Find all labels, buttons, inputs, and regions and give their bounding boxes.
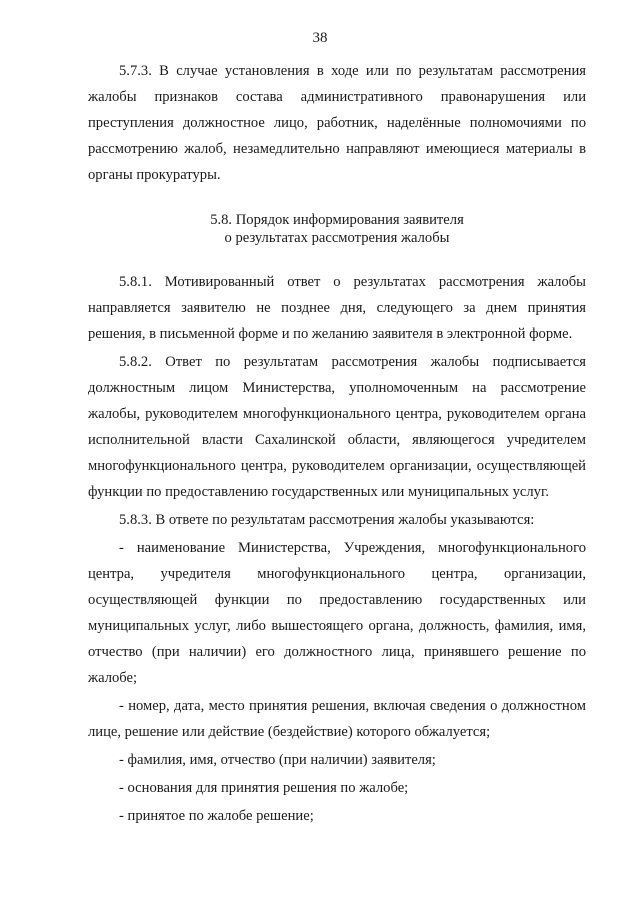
paragraph-5-7-3: 5.7.3. В случае установления в ходе или по результатам рассмотрения жалобы признаков состава административного правонарушения или преступления должностное лицо, работник, наделённые полномочиями по рассмотрению жалоб, незамедлительно направляют имеющиеся материалы в органы прокуратуры. <box>88 63 586 183</box>
document-body <box>88 58 586 829</box>
paragraph-5-8-2: 5.8.2. Ответ по результатам рассмотрения жалобы подписывается должностным лицом Министерства, уполномоченным на рассмотрение жалобы, руководителем многофункционального центра, руководителем органа исполнительной власти Сахалинской области, являющегося учредителем многофункционального центра, руководителем организации, осуществляющей функции по предоставлению государственных или муниципальных услуг. <box>88 354 586 500</box>
list-item: - принятое по жалобе решение; <box>119 808 314 824</box>
page-number: 38 <box>312 30 328 46</box>
section-heading-line-1: 5.8. Порядок информирования заявителя <box>210 212 464 228</box>
list-item: - фамилия, имя, отчество (при наличии) заявителя; <box>119 752 436 768</box>
list-item: - наименование Министерства, Учреждения, многофункционального центра, учредителя многофункционального центра, организации, осуществляющей функции по предоставлению государственных или муниципальных услуг, либо вышестоящего органа, должность, фамилия, имя, отчество (при наличии) его должностного лица, принявшего решение по жалобе; <box>88 540 586 686</box>
section-heading-5-8 <box>88 211 586 247</box>
list-item: - основания для принятия решения по жалобе; <box>119 780 409 796</box>
list-item: - номер, дата, место принятия решения, включая сведения о должностном лице, решение или действие (бездействие) которого обжалуется; <box>88 698 586 740</box>
paragraph-5-8-3: 5.8.3. В ответе по результатам рассмотрения жалобы указываются: <box>119 512 535 528</box>
section-heading-line-2: о результатах рассмотрения жалобы <box>224 230 450 246</box>
paragraph-5-8-1: 5.8.1. Мотивированный ответ о результатах рассмотрения жалобы направляется заявителю не позднее дня, следующего за днем принятия решения, в письменной форме и по желанию заявителя в электронной форме. <box>88 274 586 342</box>
